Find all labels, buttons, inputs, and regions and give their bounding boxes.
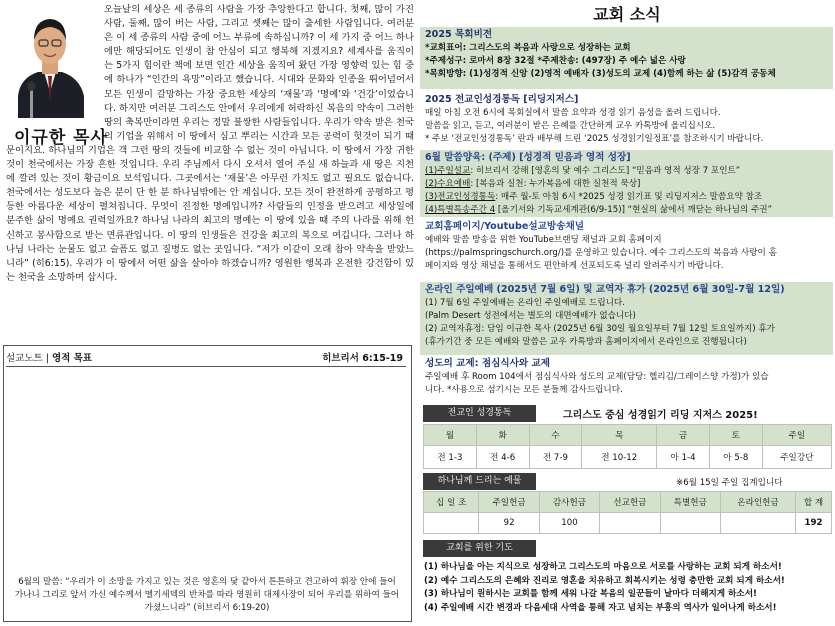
sermon-notes-header: 설교노트 | 영적 목표 xyxy=(6,353,92,364)
youtube-heading: 교회홈페이지/Youtube설교방송채널 xyxy=(425,221,584,232)
prayer-bar: 교회를 위한 기도 xyxy=(423,540,536,557)
news-title: 교회 소식 xyxy=(593,5,661,24)
offering-header: 선교헌금 xyxy=(600,492,660,513)
june-item: (1)주일설교: 히브리서 강해 [영혼의 닻 예수 그리스도] “믿음과 영적 성장 7 포인트” xyxy=(425,166,741,176)
june-teaching-section xyxy=(420,150,833,217)
vision-line: *교회표어: 그리스도의 복음과 사랑으로 성장하는 교회 xyxy=(425,43,631,53)
prayer-item: (2) 예수 그리스도의 은혜와 진리로 영혼을 치유하고 회복시키는 성령 충만한 교회 되게 하소서! xyxy=(424,575,785,586)
chapter-cell: 전 1-3 xyxy=(424,446,477,469)
day-cell: 월 xyxy=(424,425,477,446)
bible-line: 말씀을 읽고, 듣고, 여러분이 받은 은혜를 간단하게 교우 카톡방에 올리십시오. xyxy=(425,121,716,131)
prayer-item: (4) 주일예배 시간 변경과 다음세대 사역을 통해 자고 넘치는 부흥의 역사가 일어나게 하소서! xyxy=(424,602,777,613)
online-heading: 온라인 주일예배 (2025년 7월 6일) 및 교역자 휴가 (2025년 6월 30일-7월 12일) xyxy=(425,284,785,295)
offering-header: 합 계 xyxy=(796,492,832,513)
notes-label: 설교노트 xyxy=(6,353,43,364)
bible-line: * 주보 ‘전교인성경통독’ 란과 배부해 드린 ‘2025 성경읽기일정표’를 참조하시기 바랍니다. xyxy=(425,134,764,144)
offering-value: 92 xyxy=(479,513,539,534)
notes-title: 영적 목표 xyxy=(51,353,92,364)
online-line: (2) 교역자휴정: 담임 이규한 목사 (2025년 6월 30일 월요일부터 7월 12일 토요일까지) 휴가 xyxy=(425,324,775,334)
online-line: (Palm Desert 성전에서는 별도의 대면예배가 없습니다) xyxy=(425,311,636,321)
chapter-cell: 전 7-9 xyxy=(529,446,582,469)
offering-header: 주일헌금 xyxy=(479,492,539,513)
offering-header: 십 일 조 xyxy=(424,492,479,513)
offering-header: 감사헌금 xyxy=(539,492,599,513)
pastor-essay: 오늘날의 세상은 세 종류의 사람을 가장 추앙한다고 합니다. 첫째, 많이 가진 사람, 둘째, 많이 버는 사람, 그리고 셋째는 많이 출세한 사람입니다. 여러분은 이 세 종류의 사람 중에 어느 부류에 속하십니까? 이 세 가지 중 어느 하나에만 해당되어도 인생이 참 안심이 되고 행복해 지겠지요? 세계사를 움직이는 5가지 힘이란 책에 보면 인간 세상을 움직여 왔던 가장 영향력 있는 힘 중에 하나가 “인간의 욕망”이라고 했습니다. 시대와 문화와 인종을 뛰어넘어서 모든 인생이 갈망하는 가장 중요한 세상의 ‘재물’과 ‘명예’와 ‘건강’이었습니다. 하지만 여러분 그리스도 안에서 우리에게 허락하신 복음의 약속이 그러한 땅의 축복만이라면 우리는 정말 불쌍한 사람들입니다. 우리가 약속 받은 천국의 기업을 위해서 이 땅에서 심고 뿌리는 시간과 모든 공력이 헛것이 되기 때문이지요. 하나님의 기업은 객 그런 땅의 것들에 비교할 수 없는 것이 아닙니다. 이 땅에서 가장 귀한 것이 천국에서는 가장 흔한 것입니다. 우리 주님께서 다시 오셔서 열어 주실 새 하늘과 새 땅은 지천에 깔려 있는 것이 황금이요 보석입니다. 그곳에서는 ‘재물’은 아무런 가치도 없고 필요도 없습니다. 천국에서는 성도보다 높은 분이 단 한 분 하나님밖에는 안 계십니다. 모든 것이 완전하게 공평하고 평등한 아름다운 세상이 펼쳐집니다. 무엇이 진정한 명예입니까? 사람들의 인정을 받으려고 세상일에 분주한 삶이 명예요 권력일까요? 하나님 나라의 최고의 명예는 이 땅에 있을 때 주의 나라를 위해 헌신하고 봉사함으로 받는 면류관입니다. 이 땅의 인생들은 건강을 최고의 복으로 여깁니다. 그러나 하나님 나라는 눈물도 없고 슬픔도 없고 질병도 없는 곳입니다. “저가 이같이 오래 참아 약속을 받았느니라” (히6:15). 우리가 이 땅에서 어떤 삶을 살아야 하겠습니까? 영원한 행복과 온전한 강건함이 있는 천국을 소망하며 삽시다. xyxy=(6,4,414,283)
reading-bar: 전교인 성경통독 xyxy=(423,405,536,422)
day-cell: 주일 xyxy=(762,425,831,446)
youtube-line: 예배와 말씀 방송을 위한 YouTube브랜딩 채널과 교회 홈페이지 xyxy=(425,235,662,245)
vision-line: *목회방향: (1)성경적 신앙 (2)영적 예배자 (3)성도의 교제 (4)함께 하는 삶 (5)감격 공동체 xyxy=(425,69,776,79)
june-item: (3)전교인성경통독: 매주 월-토 아침 6시 *2025 성경 읽기표 및 리딩지저스 말씀요약 참조 xyxy=(425,192,763,202)
notes-divider xyxy=(6,366,406,367)
prayer-list xyxy=(424,561,833,615)
fellowship-heading: 성도의 교제: 점심식사와 교제 xyxy=(425,358,551,369)
bible-line: 매일 아침 오전 6시에 목회실에서 말씀 요약과 성경 읽기 음성을 올려 드립니다. xyxy=(425,108,721,118)
youtube-section xyxy=(420,219,833,280)
offering-value xyxy=(721,513,796,534)
chapter-cell: 주일강단 xyxy=(762,446,831,469)
prayer-item: (1) 하나님을 아는 지식으로 성장하고 그리스도의 마음으로 서로를 사랑하는 교회 되게 하소서! xyxy=(424,562,782,572)
notes-scripture-ref: 히브리서 6:15-19 xyxy=(322,353,403,364)
day-cell: 목 xyxy=(582,425,657,446)
day-cell: 토 xyxy=(709,425,762,446)
offering-value: 100 xyxy=(539,513,599,534)
pastor-portrait xyxy=(4,6,96,106)
fellowship-line: 니다. *사용으로 섬기시는 모든 분들께 감사드립니다. xyxy=(425,385,623,395)
fellowship-line: 주일예배 후 Room 104에서 점심식사와 성도의 교제(담당: 헬리김/그레이스양 가정)가 있습 xyxy=(425,372,769,382)
online-worship-section xyxy=(420,282,833,355)
offering-table xyxy=(423,491,832,534)
youtube-line: (https://palmspringschurch.org/)를 운영하고 있습니다. 예수 그리스도의 복음과 사랑이 홈 xyxy=(425,248,777,258)
reading-title: 그리스도 중심 성경읽기 리딩 지저스 2025! xyxy=(563,410,758,421)
sermon-column xyxy=(0,0,417,626)
bible-reading-section xyxy=(420,92,833,148)
chapter-cell: 아 1-4 xyxy=(657,446,710,469)
june-item: (4)특별특송주간 4 [올기서와 기독교세계관(6/9-15)] “현실의 삶에서 깨닫는 하나님의 주권” xyxy=(425,205,773,215)
offering-bar: 하나님께 드리는 예물 xyxy=(423,473,536,490)
monthly-verse: 6월의 말씀: “우리가 이 소망을 가지고 있는 것은 영혼의 닻 같아서 튼튼하고 견고하여 휘장 안에 들어 가나니 그리로 앞서 가신 예수께서 멜기세덱의 반차를 따라 영원히 대제사장이 되어 우리를 위하여 들어 가셨느니라” (히브리서 6:19-20) xyxy=(14,577,400,613)
offering-header: 온라인헌금 xyxy=(721,492,796,513)
chapter-cell: 전 4-6 xyxy=(476,446,529,469)
offering-total: 192 xyxy=(796,513,832,534)
reading-schedule-table xyxy=(423,424,832,469)
youtube-line: 페이지와 영상 채널을 통해서도 편안하게 선포되도록 널리 알려주시기 바랍니다. xyxy=(425,261,724,271)
chapter-cell: 전 10-12 xyxy=(582,446,657,469)
online-line: (1) 7월 6일 주일예배는 온라인 주일예배로 드립니다. xyxy=(425,298,625,308)
offering-value xyxy=(424,513,479,534)
day-cell: 금 xyxy=(657,425,710,446)
day-cell: 수 xyxy=(529,425,582,446)
vision-heading: 2025 목회비전 xyxy=(425,29,493,40)
day-cell: 화 xyxy=(476,425,529,446)
offering-header: 특별헌금 xyxy=(660,492,720,513)
bible-reading-heading: 2025 전교인성경통독 [리딩지저스] xyxy=(425,94,579,105)
june-item: (2)수요예배: [복음과 실천: 누가복음에 대한 실천적 묵상] xyxy=(425,179,641,189)
june-heading: 6월 말씀양육: (주제) [성경적 믿음과 영적 성장] xyxy=(425,152,631,163)
prayer-item: (3) 하나님이 원하시는 교회를 함께 세워 나갈 복음의 일꾼들이 날마다 더해지게 하소서! xyxy=(424,589,757,599)
offering-note: ※6월 15일 주일 집계입니다 xyxy=(676,478,783,488)
pastor-name: 이규한 목사 xyxy=(14,128,109,148)
offering-value xyxy=(600,513,660,534)
online-line: (휴가기간 중 모든 예배와 말씀은 교우 카톡방과 홈페이지에서 온라인으로 진행됩니다) xyxy=(425,337,747,347)
chapter-cell: 아 5-8 xyxy=(709,446,762,469)
vision-section xyxy=(420,27,833,89)
offering-value xyxy=(660,513,720,534)
vision-line: *주제성구: 로마서 8장 32절 *주제찬송: (497장) 주 예수 넓은 사랑 xyxy=(425,56,686,66)
fellowship-section xyxy=(420,356,833,396)
